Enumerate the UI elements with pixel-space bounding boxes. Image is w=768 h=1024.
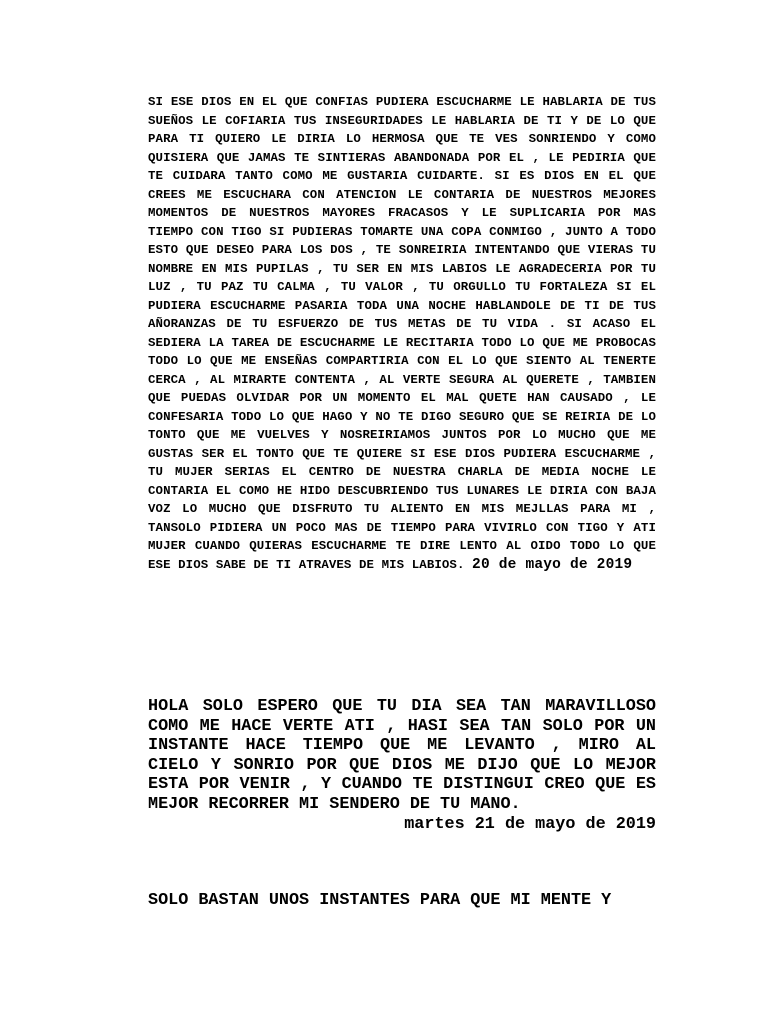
date-may-21: martes 21 de mayo de 2019	[404, 814, 656, 834]
date-may-20: 20 de mayo de 2019	[472, 556, 633, 573]
paragraph-letter-may-21	[148, 697, 656, 834]
paragraph-letter-continuation	[148, 891, 656, 911]
paragraph-text: HOLA SOLO ESPERO QUE TU DIA SEA TAN MARAVILLOSO COMO ME HACE VERTE ATI , HASI SEA TAN SOLO POR UN INSTANTE HACE TIEMPO QUE ME LEVANTO , MIRO AL CIELO Y SONRIO POR QUE DIOS ME DIJO QUE LO MEJOR ESTA POR VENIR , Y CUANDO TE DISTINGUI CREO QUE ES MEJOR RECORRER MI SENDERO DE TU MANO.	[148, 697, 656, 814]
paragraph-text: SOLO BASTAN UNOS INSTANTES PARA QUE MI MENTE Y	[148, 891, 612, 910]
paragraph-text: SI ESE DIOS EN EL QUE CONFIAS PUDIERA ESCUCHARME LE HABLARIA DE TUS SUEÑOS LE COFIARIA TUS INSEGURIDADES LE HABLARIA DE TI Y DE LO QUE PARA TI QUIERO LE DIRIA LO HERMOSA QUE TE VES SONRIENDO Y COMO QUISIERA QUE JAMAS TE SINTIERAS ABANDONADA POR EL , LE PEDIRIA QUE TE CUIDARA TANTO COMO ME GUSTARIA CUIDARTE. SI ES DIOS EN EL QUE CREES ME ESCUCHARA CON ATENCION LE CONTARIA DE NUESTROS MEJORES MOMENTOS DE NUESTROS MAYORES FRACASOS Y LE SUPLICARIA POR MAS TIEMPO CON TIGO SI PUDIERAS TOMARTE UNA COPA CONMIGO , JUNTO A TODO ESTO QUE DESEO PARA LOS DOS , TE SONREIRIA INTENTANDO QUE VIERAS TU NOMBRE EN MIS PUPILAS , TU SER EN MIS LABIOS LE AGRADECERIA POR TU LUZ , TU PAZ TU CALMA , TU VALOR , TU ORGULLO TU FORTALEZA SI EL PUDIERA ESCUCHARME PASARIA TODA UNA NOCHE HABLANDOLE DE TI DE TUS AÑORANZAS DE TU ESFUERZO DE TUS METAS DE TU VIDA . SI ACASO EL SEDIERA LA TAREA DE ESCUCHARME LE RECITARIA TODO LO QUE ME PROBOCAS TODO LO QUE ME ENSEÑAS COMPARTIRIA CON EL LO QUE SIENTO AL TENERTE CERCA , AL MIRARTE CONTENTA , AL VERTE SEGURA AL QUERETE , TAMBIEN QUE PUEDAS OLVIDAR POR UN MOMENTO EL MAL QUETE HAN CAUSADO , LE CONFESARIA TODO LO QUE HAGO Y NO TE DIGO SEGURO QUE SE REIRIA DE LO TONTO QUE ME VUELVES Y NOSREIRIAMOS JUNTOS POR LO MUCHO QUE ME GUSTAS SER EL TONTO QUE TE QUIERE SI ESE DIOS PUDIERA ESCUCHARME , TU MUJER SERIAS EL CENTRO DE NUESTRA CHARLA DE MEDIA NOCHE LE CONTARIA EL COMO HE HIDO DESCUBRIENDO TUS LUNARES LE DIRIA CON BAJA VOZ LO MUCHO QUE DISFRUTO TU ALIENTO EN MIS MEJLLAS PARA MI , TANSOLO PIDIERA UN POCO MAS DE TIEMPO PARA VIVIRLO CON TIGO Y ATI MUJER CUANDO QUIERAS ESCUCHARME TE DIRE LENTO AL OIDO TODO LO QUE ESE DIOS SABE DE TI ATRAVES DE MIS LABIOS.	[148, 95, 656, 572]
paragraph-letter-may-20	[148, 93, 656, 574]
